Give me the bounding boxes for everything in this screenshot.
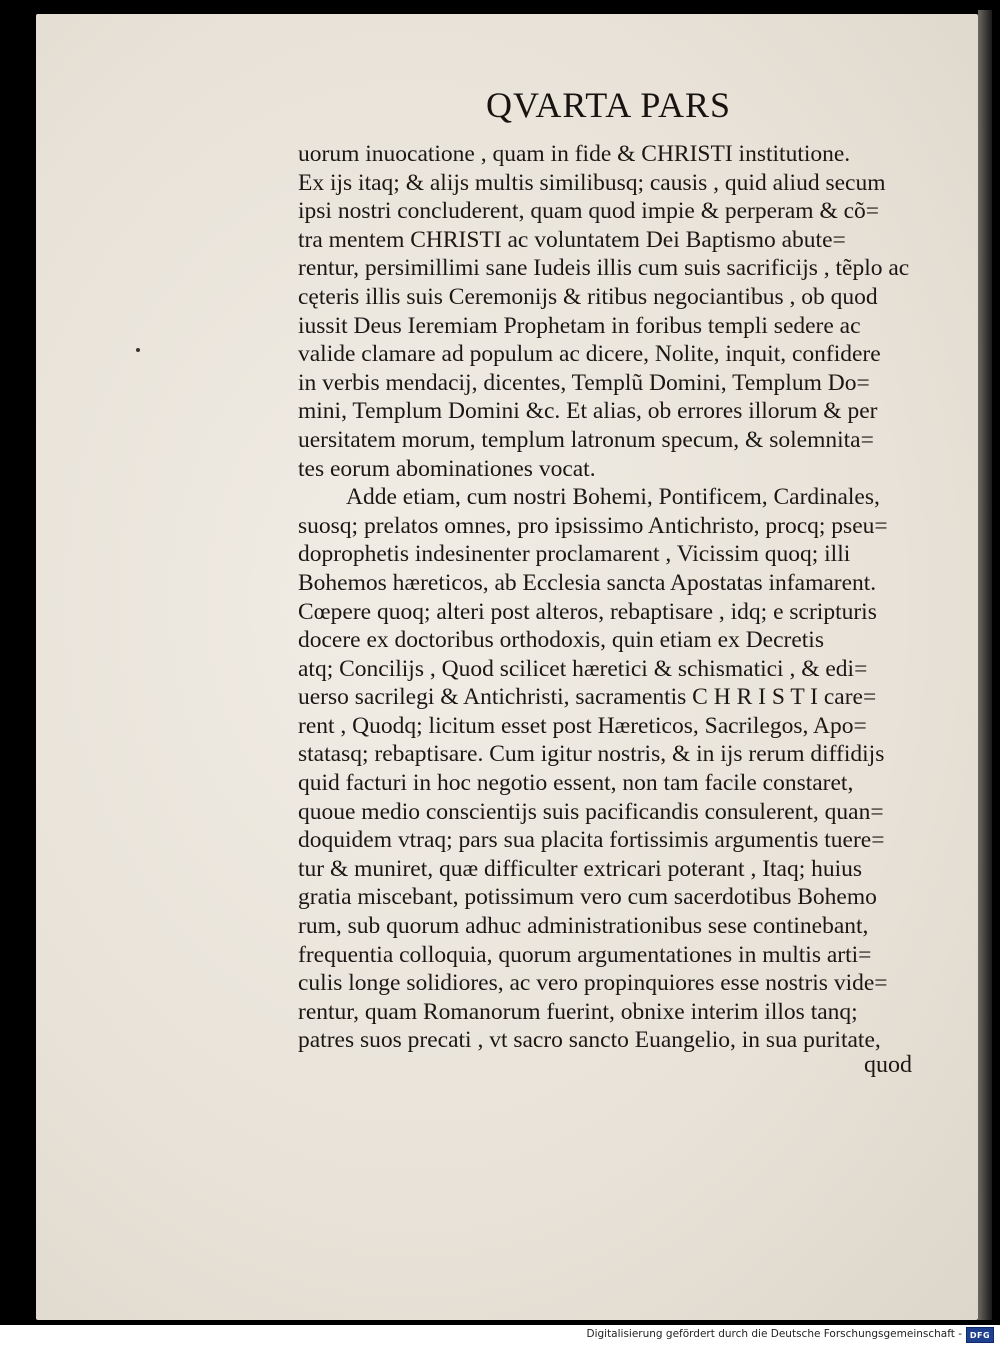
text-line: quid facturi in hoc negotio essent, non tam facile constaret, [298,770,854,797]
text-line: doprophetis indesinenter proclamarent , Vicissim quoq; illi [298,541,851,568]
text-line: Ex ijs itaq; & alijs multis similibusq; causis , quid aliud secum [298,169,886,196]
text-line: atq; Concilijs , Quod scilicet hæretici & schismatici , & edi= [298,655,868,682]
text-line: gratia miscebant, potissimum vero cum sacerdotibus Bohemo [298,884,877,911]
text-line: rentur, quam Romanorum fuerint, obnixe interim illos tanq; [298,998,858,1025]
text-line: in verbis mendacij, dicentes, Templũ Domini, Templum Do= [298,369,870,396]
page-speck [136,348,140,352]
text-line: iussit Deus Ieremiam Prophetam in foribus templi sedere ac [298,312,861,339]
text-line: uorum inuocatione , quam in fide & CHRISTI institutione. [298,141,851,167]
text-line: tur & muniret, quæ difficulter extricari poterant , Itaq; huius [298,855,863,882]
text-line: frequentia colloquia, quorum argumentationes in multis arti= [298,941,872,968]
text-line: uerso sacrilegi & Antichristi, sacramentis C H R I S T I care= [298,684,877,711]
text-line: tes eorum abominationes vocat. [298,455,596,482]
text-line: doquidem vtraq; pars sua placita fortissimis argumentis tuere= [298,827,885,854]
text-line: statasq; rebaptisare. Cum igitur nostris, & in ijs rerum diffidijs [298,741,885,768]
text-line: rentur, persimillimi sane Iudeis illis cum suis sacrificijs , tẽplo ac [298,255,910,282]
text-line: rum, sub quorum adhuc administrationibus sese continebant, [298,913,869,940]
text-line: rent , Quodq; licitum esset post Hæreticos, Sacrilegos, Apo= [298,712,867,739]
text-line: ipsi nostri concluderent, quam quod impie & perperam & cõ= [298,198,880,225]
text-line: quoue medio conscientijs suis pacificandis consulerent, quan= [298,798,884,825]
text-line: mini, Templum Domini &c. Et alias, ob errores illorum & per [298,398,878,425]
body-text [298,140,923,1055]
text-line: Bohemos hæreticos, ab Ecclesia sancta Apostatas infamarent. [298,569,877,596]
paragraph-start-line: Adde etiam, cum nostri Bohemi, Pontificem, Cardinales, [346,484,880,511]
digitization-credit: Digitalisierung gefördert durch die Deutsche Forschungsgemeinschaft - [586,1328,962,1340]
text-line: culis longe solidiores, ac vero propinquiores esse nostris vide= [298,970,888,997]
text-line: docere ex doctoribus orthodoxis, quin etiam ex Decretis [298,627,824,654]
catchword: quod [864,1052,912,1078]
text-line: suosq; prelatos omnes, pro ipsissimo Antichristo, procq; pseu= [298,512,888,539]
text-line: valide clamare ad populum ac dicere, Nolite, inquit, confidere [298,341,881,368]
book-gutter [978,10,992,1320]
running-head: QVARTA PARS [486,85,732,125]
text-line: patres suos precati , vt sacro sancto Euangelio, in sua puritate, [298,1027,881,1054]
dfg-logo-icon: DFG [966,1327,994,1343]
text-line: tra mentem CHRISTI ac voluntatem Dei Baptismo abute= [298,226,846,253]
text-line: Cœpere quoq; alteri post alteros, rebaptisare , idq; e scripturis [298,598,877,625]
text-line: cęteris illis suis Ceremonijs & ritibus negociantibus , ob quod [298,283,878,310]
text-line: uersitatem morum, templum latronum specum, & solemnita= [298,426,874,453]
